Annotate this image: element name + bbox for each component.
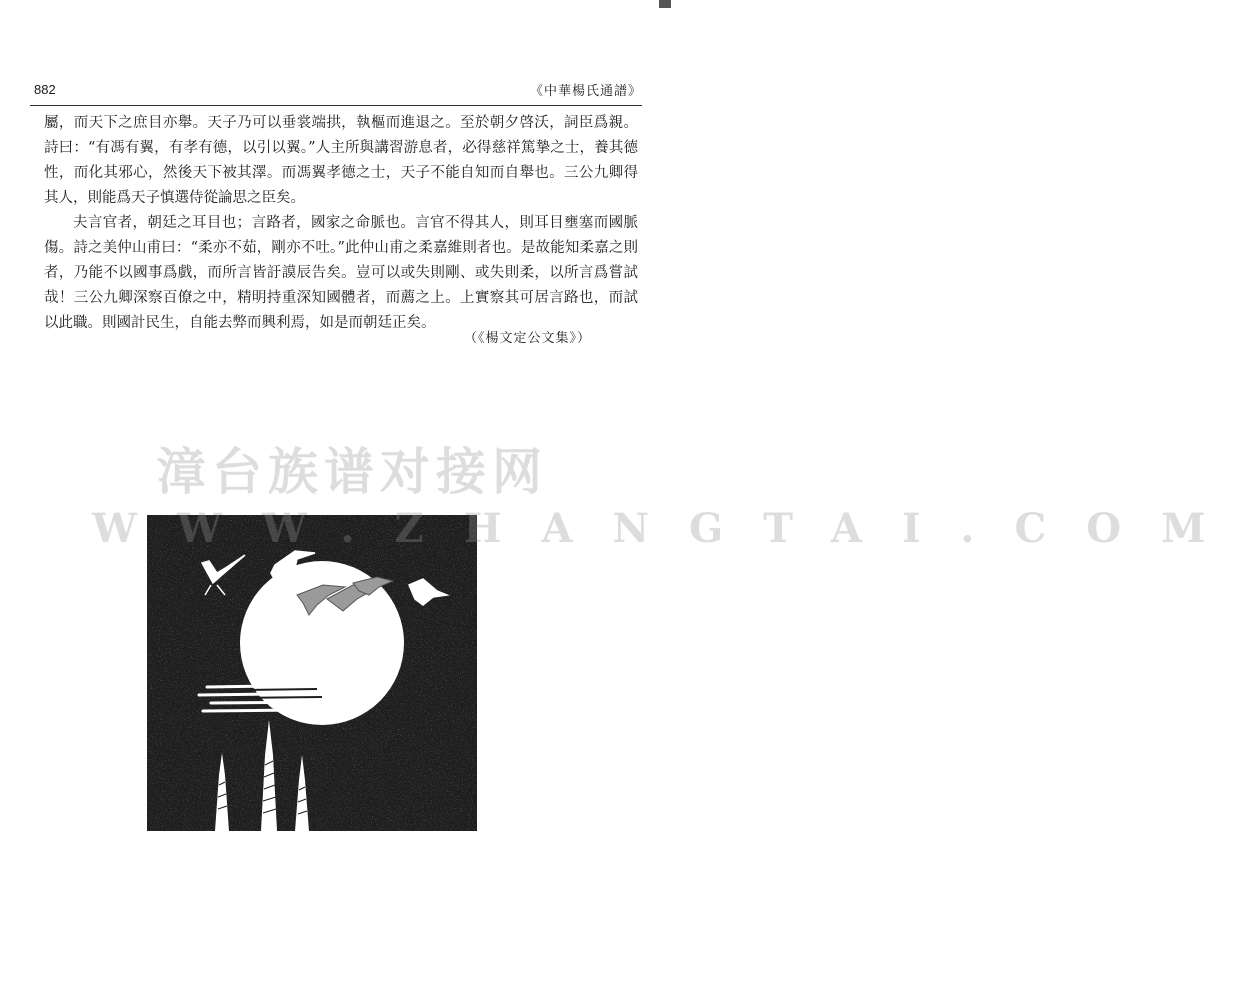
watermark-url: WWW.ZHANGTAI.COM	[92, 505, 1245, 552]
header-rule	[30, 105, 642, 106]
book-title: 《中華楊氏通譜》	[529, 84, 642, 99]
page-number: 882	[34, 82, 56, 97]
watermark-title: 漳台族谱对接网	[156, 442, 548, 501]
moon-cranes-woodcut-icon	[147, 515, 477, 831]
body-text	[44, 111, 638, 336]
scan-corner-mark	[659, 0, 671, 8]
page-header	[30, 80, 642, 102]
paragraph-2: 夫言官者，朝廷之耳目也；言路者，國家之命脈也。言官不得其人，則耳目壅塞而國脈傷。詩之美仲山甫曰：“柔亦不茹，剛亦不吐。”此仲山甫之柔嘉維則者也。是故能知柔嘉之則者，乃能不以國事爲戲，而所言皆訏謨辰告矣。豈可以或失則剛、或失則柔，以所言爲嘗試哉！三公九卿深察百僚之中，精明持重深知國體者，而薦之上。上實察其可居言路也，而試以此職。則國計民生，自能去弊而興利焉，如是而朝廷正矣。	[44, 215, 638, 331]
source-citation: （《楊文定公文集》）	[463, 331, 591, 346]
paragraph-1: 屬，而天下之庶目亦舉。天子乃可以垂裳端拱，執樞而進退之。至於朝夕啓沃，詞臣爲親。詩曰：“有馮有翼，有孝有德，以引以翼。”人主所與講習游息者，必得慈祥篤摯之士，養其德性，而化其邪心，然後天下被其澤。而馮翼孝德之士，天子不能自知而自舉也。三公九卿得其人，則能爲天子慎選侍從論思之臣矣。	[44, 115, 638, 206]
